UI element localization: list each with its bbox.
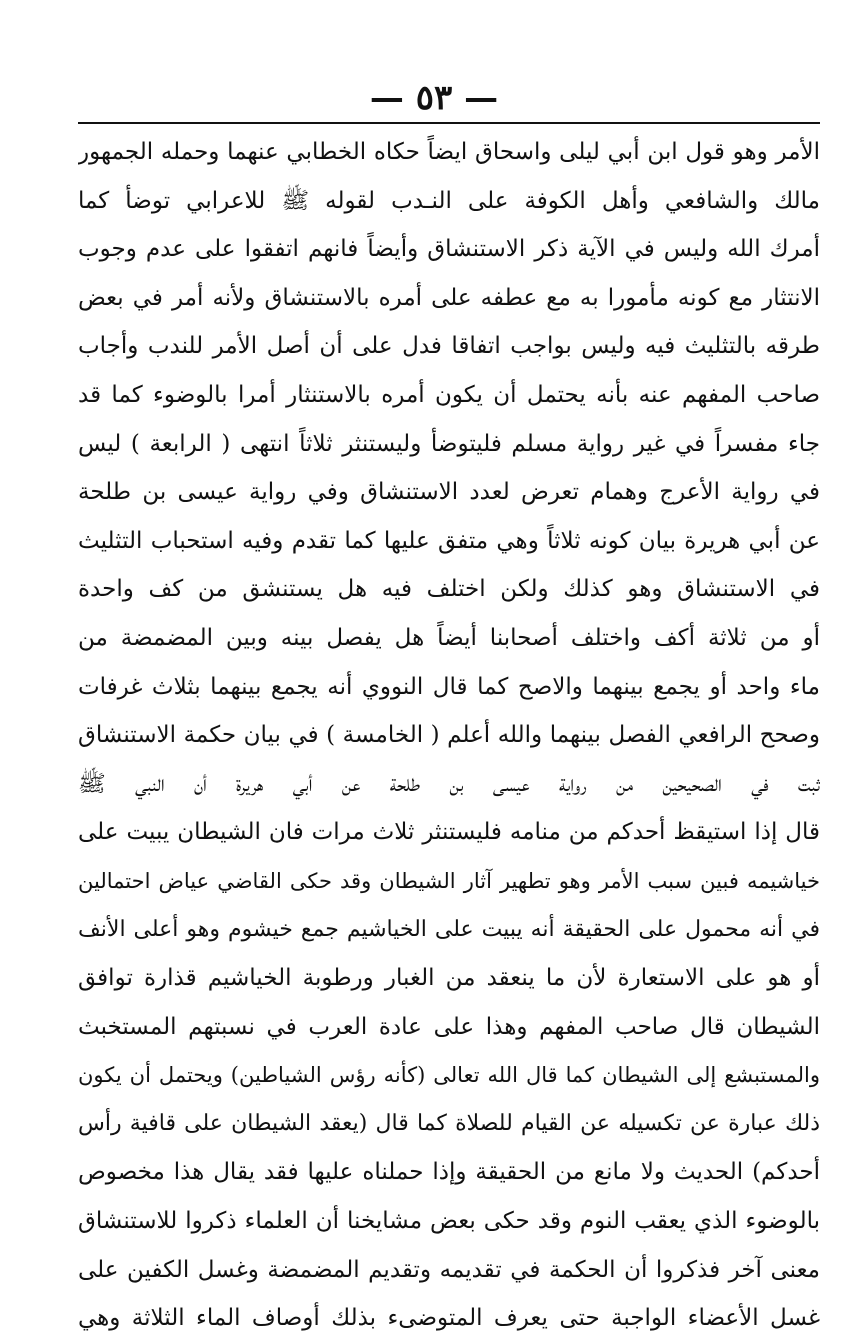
text-line: معنى آخر فذكروا أن الحكمة في تقديمه وتقديم المضمضة وغسل الكفين على	[78, 1256, 820, 1283]
text-line: مالك والشافعي وأهل الكوفة على النـدب لقوله ﷺ للاعرابي توضأ كما	[78, 187, 820, 214]
page-number: — ٥٣ —	[369, 78, 499, 118]
text-line: غسل الأعضاء الواجبة حتى يعرف المتوضىء بذلك أوصاف الماء الثلاثة وهي	[78, 1305, 820, 1332]
body-text	[78, 128, 820, 1343]
text-line: جاء مفسراً في غير رواية مسلم فليتوضأ وليستنثر ثلاثاً انتهى ( الرابعة ) ليس	[78, 430, 820, 457]
text-line: في أنه محمول على الحقيقة أنه يبيت على الخياشيم جمع خيشوم وهو أعلى الأنف	[78, 916, 820, 942]
text-line: الأمر وهو قول ابن أبي ليلى واسحاق ايضاً حكاه الخطابي عنهما وحمله الجمهور	[78, 139, 820, 165]
text-line: خياشيمه فبين سبب الأمر وهو تطهير آثار الشيطان وقد حكى القاضي عياض احتمالين	[78, 868, 820, 893]
text-line: الشيطان قال صاحب المفهم وهذا على عادة العرب في نسبتهم المستخبث	[78, 1013, 820, 1040]
text-line: أو من ثلاثة أكف واختلف أصحابنا أيضاً هل يفصل بينه وبين المضمضة من	[78, 624, 820, 651]
text-line: أمرك الله وليس في الآية ذكر الاستنشاق وأيضاً فانهم اتفقوا على عدم وجوب	[78, 236, 820, 263]
text-line: والمستبشع إلى الشيطان كما قال الله تعالى (كأنه رؤس الشياطين) ويحتمل أن يكون	[78, 1063, 820, 1088]
text-line: أو هو على الاستعارة لأن ما ينعقد من الغبار ورطوبة الخياشيم قذارة توافق	[78, 965, 820, 992]
text-line: ثبت في الصحيحين من رواية عيسى بن طلحة عن أبي هريرة أن النبي ﷺ	[78, 770, 820, 797]
text-line: ماء واحد أو يجمع بينهما والاصح كما قال النووي أنه يجمع بينهما بثلاث غرفات	[78, 673, 820, 700]
text-line: طرقه بالتثليث فيه وليس بواجب اتفاقا فدل على أن أصل الأمر للندب وأجاب	[78, 333, 820, 360]
text-line: الانتثار مع كونه مأمورا به مع عطفه على أمره بالاستنشاق ولأنه أمر في بعض	[78, 284, 820, 311]
text-line: ذلك عبارة عن تكسيله عن القيام للصلاة كما قال (يعقد الشيطان على قافية رأس	[78, 1110, 820, 1136]
text-line: عن أبي هريرة بيان كونه ثلاثاً وهي متفق عليها كما تقدم وفيه استحباب التثليث	[78, 527, 820, 554]
text-line: بالوضوء الذي يعقب النوم وقد حكى بعض مشايخنا أن العلماء ذكروا للاستنشاق	[78, 1208, 820, 1235]
header-divider	[78, 122, 820, 124]
text-line: أحدكم) الحديث ولا مانع من الحقيقة وإذا حملناه عليها فقد يقال هذا مخصوص	[78, 1159, 820, 1186]
text-line: في الاستنشاق وهو كذلك ولكن اختلف فيه هل يستنشق من كف واحدة	[78, 576, 820, 603]
text-line: في رواية الأعرج وهمام تعرض لعدد الاستنشاق وفي رواية عيسى بن طلحة	[78, 479, 820, 506]
text-line: قال إذا استيقظ أحدكم من منامه فليستنثر ثلاث مرات فان الشيطان يبيت على	[78, 819, 820, 846]
text-line: صاحب المفهم عنه بأنه يحتمل أن يكون أمره بالاستنثار أمرا بالوضوء كما قد	[78, 381, 820, 408]
text-line: وصحح الرافعي الفصل بينهما والله أعلم ( الخامسة ) في بيان حكمة الاستنشاق	[78, 722, 820, 749]
